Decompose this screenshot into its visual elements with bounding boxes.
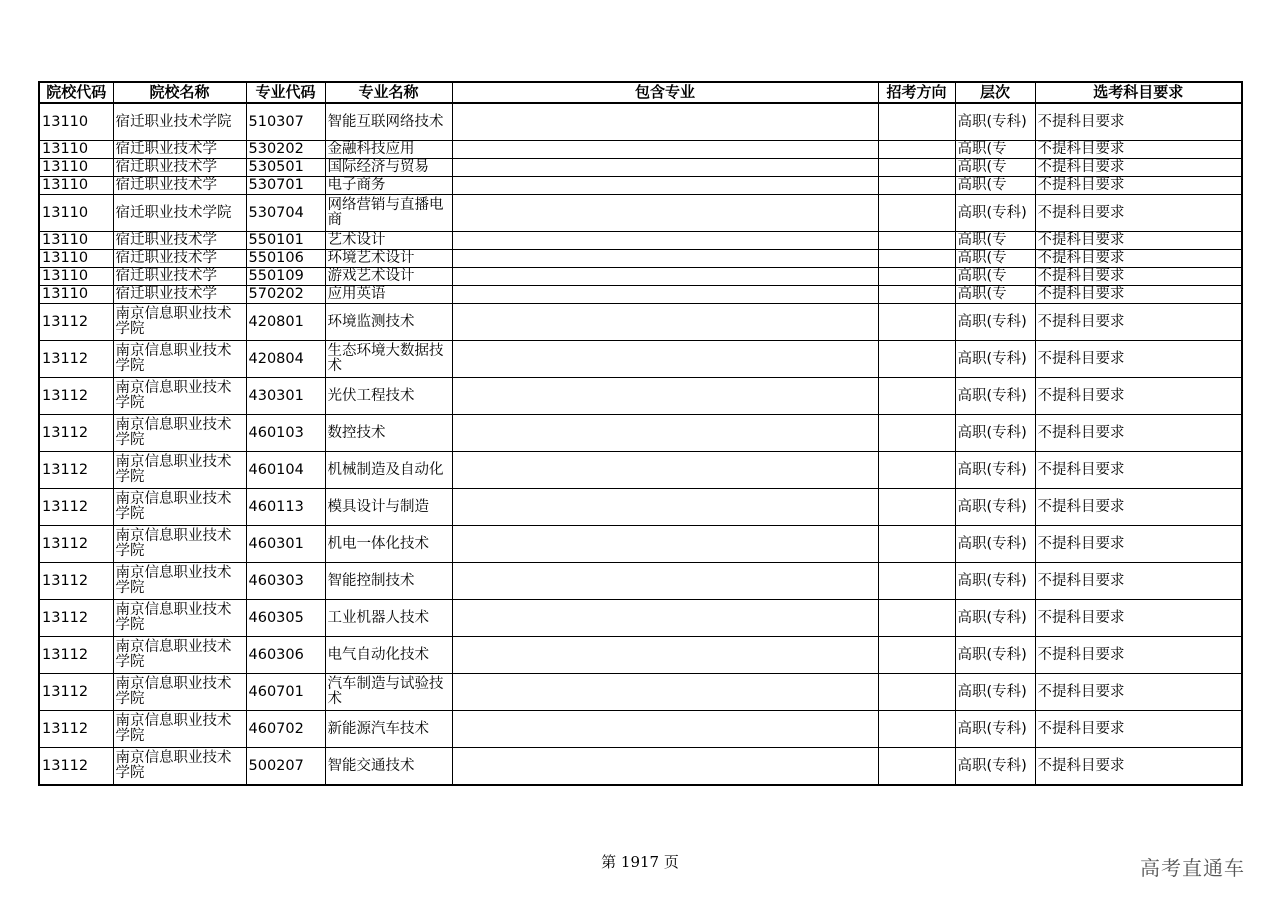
cell-direction [878,141,955,159]
cell-level: 高职(专 [955,286,1035,304]
cell-direction [878,711,955,748]
table-row [39,195,1242,232]
cell-direction [878,286,955,304]
cell-subject-requirement: 不提科目要求 [1035,452,1242,489]
table-row [39,103,1242,141]
table-row [39,286,1242,304]
cell-school-code: 13112 [39,674,113,711]
cell-school-code: 13112 [39,489,113,526]
cell-included-majors [452,268,878,286]
cell-major-name: 智能控制技术 [325,563,452,600]
header-school-code: 院校代码 [39,82,113,103]
cell-subject-requirement: 不提科目要求 [1035,378,1242,415]
table-row [39,637,1242,674]
cell-level: 高职(专科) [955,489,1035,526]
cell-major-code: 460301 [246,526,325,563]
cell-subject-requirement: 不提科目要求 [1035,526,1242,563]
cell-major-name: 环境监测技术 [325,304,452,341]
cell-school-code: 13112 [39,637,113,674]
cell-school-code: 13110 [39,268,113,286]
cell-level: 高职(专科) [955,711,1035,748]
cell-major-code: 510307 [246,103,325,141]
cell-level: 高职(专 [955,177,1035,195]
cell-school-code: 13110 [39,159,113,177]
cell-included-majors [452,141,878,159]
cell-major-code: 550101 [246,232,325,250]
cell-level: 高职(专科) [955,415,1035,452]
cell-school-code: 13110 [39,195,113,232]
table-row [39,304,1242,341]
cell-school-name: 南京信息职业技术学院 [113,489,246,526]
cell-direction [878,637,955,674]
cell-school-name: 南京信息职业技术学院 [113,711,246,748]
cell-school-code: 13112 [39,526,113,563]
header-major-name: 专业名称 [325,82,452,103]
cell-school-name: 宿迁职业技术学 [113,250,246,268]
cell-major-name: 智能交通技术 [325,748,452,786]
cell-subject-requirement: 不提科目要求 [1035,250,1242,268]
cell-major-code: 500207 [246,748,325,786]
cell-school-code: 13112 [39,563,113,600]
cell-major-code: 570202 [246,286,325,304]
cell-included-majors [452,159,878,177]
cell-subject-requirement: 不提科目要求 [1035,489,1242,526]
cell-direction [878,600,955,637]
cell-subject-requirement: 不提科目要求 [1035,415,1242,452]
cell-major-name: 机械制造及自动化 [325,452,452,489]
cell-subject-requirement: 不提科目要求 [1035,637,1242,674]
cell-level: 高职(专 [955,268,1035,286]
cell-included-majors [452,748,878,786]
cell-included-majors [452,250,878,268]
cell-level: 高职(专 [955,232,1035,250]
cell-direction [878,177,955,195]
cell-school-name: 南京信息职业技术学院 [113,526,246,563]
cell-major-name: 新能源汽车技术 [325,711,452,748]
cell-included-majors [452,378,878,415]
cell-direction [878,748,955,786]
cell-major-name: 艺术设计 [325,232,452,250]
cell-included-majors [452,674,878,711]
cell-major-code: 460303 [246,563,325,600]
cell-major-code: 460702 [246,711,325,748]
cell-school-code: 13110 [39,250,113,268]
cell-included-majors [452,304,878,341]
cell-level: 高职(专科) [955,600,1035,637]
cell-direction [878,415,955,452]
cell-school-name: 南京信息职业技术学院 [113,415,246,452]
cell-level: 高职(专科) [955,637,1035,674]
cell-school-name: 南京信息职业技术学院 [113,341,246,378]
cell-school-name: 宿迁职业技术学 [113,286,246,304]
header-major-code: 专业代码 [246,82,325,103]
cell-level: 高职(专 [955,250,1035,268]
cell-included-majors [452,489,878,526]
cell-included-majors [452,600,878,637]
cell-major-code: 530202 [246,141,325,159]
table-row [39,268,1242,286]
cell-subject-requirement: 不提科目要求 [1035,304,1242,341]
cell-school-code: 13110 [39,103,113,141]
header-subject-requirement: 选考科目要求 [1035,82,1242,103]
cell-major-code: 460113 [246,489,325,526]
cell-school-code: 13110 [39,232,113,250]
cell-subject-requirement: 不提科目要求 [1035,195,1242,232]
cell-subject-requirement: 不提科目要求 [1035,268,1242,286]
cell-major-name: 游戏艺术设计 [325,268,452,286]
table-body [39,103,1242,785]
cell-subject-requirement: 不提科目要求 [1035,177,1242,195]
cell-school-code: 13112 [39,600,113,637]
table-row [39,563,1242,600]
cell-major-code: 530501 [246,159,325,177]
cell-major-code: 550109 [246,268,325,286]
admissions-table [38,81,1243,786]
header-level: 层次 [955,82,1035,103]
cell-major-name: 工业机器人技术 [325,600,452,637]
table-row [39,415,1242,452]
cell-major-name: 生态环境大数据技术 [325,341,452,378]
cell-direction [878,341,955,378]
cell-subject-requirement: 不提科目要求 [1035,141,1242,159]
cell-major-name: 模具设计与制造 [325,489,452,526]
cell-major-code: 420804 [246,341,325,378]
cell-direction [878,378,955,415]
cell-school-name: 宿迁职业技术学院 [113,103,246,141]
cell-major-name: 机电一体化技术 [325,526,452,563]
table-row [39,489,1242,526]
cell-level: 高职(专科) [955,748,1035,786]
cell-included-majors [452,232,878,250]
table-row [39,177,1242,195]
cell-level: 高职(专科) [955,378,1035,415]
cell-major-code: 460305 [246,600,325,637]
page-number: 第 1917 页 [601,853,679,871]
cell-school-code: 13112 [39,341,113,378]
cell-direction [878,195,955,232]
cell-school-code: 13112 [39,748,113,786]
cell-direction [878,159,955,177]
cell-major-name: 光伏工程技术 [325,378,452,415]
header-row [39,82,1242,103]
cell-school-code: 13112 [39,711,113,748]
header-school-name: 院校名称 [113,82,246,103]
cell-major-name: 环境艺术设计 [325,250,452,268]
cell-subject-requirement: 不提科目要求 [1035,563,1242,600]
cell-subject-requirement: 不提科目要求 [1035,341,1242,378]
table-row [39,378,1242,415]
cell-level: 高职(专 [955,141,1035,159]
header-direction: 招考方向 [878,82,955,103]
cell-major-code: 460701 [246,674,325,711]
cell-level: 高职(专科) [955,674,1035,711]
cell-school-code: 13112 [39,304,113,341]
cell-subject-requirement: 不提科目要求 [1035,600,1242,637]
cell-school-name: 南京信息职业技术学院 [113,674,246,711]
cell-school-name: 南京信息职业技术学院 [113,304,246,341]
table-row [39,674,1242,711]
cell-school-code: 13110 [39,141,113,159]
cell-school-code: 13112 [39,415,113,452]
cell-included-majors [452,195,878,232]
cell-level: 高职(专科) [955,526,1035,563]
cell-level: 高职(专科) [955,103,1035,141]
cell-school-name: 南京信息职业技术学院 [113,563,246,600]
cell-level: 高职(专科) [955,341,1035,378]
cell-school-name: 宿迁职业技术学院 [113,195,246,232]
table-row [39,141,1242,159]
cell-direction [878,452,955,489]
cell-school-name: 宿迁职业技术学 [113,141,246,159]
cell-major-name: 电气自动化技术 [325,637,452,674]
table-row [39,232,1242,250]
cell-school-name: 宿迁职业技术学 [113,177,246,195]
cell-direction [878,563,955,600]
table-row [39,159,1242,177]
table-row [39,748,1242,786]
table-row [39,526,1242,563]
cell-major-code: 420801 [246,304,325,341]
cell-major-name: 汽车制造与试验技术 [325,674,452,711]
cell-school-name: 南京信息职业技术学院 [113,378,246,415]
table-row [39,250,1242,268]
cell-subject-requirement: 不提科目要求 [1035,674,1242,711]
watermark-logo: 高考直通车 [1140,856,1245,880]
cell-major-name: 应用英语 [325,286,452,304]
cell-included-majors [452,341,878,378]
table-row [39,711,1242,748]
cell-subject-requirement: 不提科目要求 [1035,748,1242,786]
table-row [39,452,1242,489]
cell-included-majors [452,563,878,600]
cell-subject-requirement: 不提科目要求 [1035,103,1242,141]
cell-direction [878,103,955,141]
cell-included-majors [452,452,878,489]
cell-direction [878,268,955,286]
cell-major-name: 国际经济与贸易 [325,159,452,177]
cell-included-majors [452,711,878,748]
cell-included-majors [452,637,878,674]
cell-major-code: 530701 [246,177,325,195]
cell-major-name: 智能互联网络技术 [325,103,452,141]
cell-school-name: 南京信息职业技术学院 [113,637,246,674]
cell-level: 高职(专科) [955,452,1035,489]
cell-major-name: 金融科技应用 [325,141,452,159]
cell-direction [878,526,955,563]
cell-school-code: 13112 [39,452,113,489]
cell-included-majors [452,415,878,452]
cell-school-name: 南京信息职业技术学院 [113,452,246,489]
cell-major-code: 460104 [246,452,325,489]
cell-school-name: 宿迁职业技术学 [113,159,246,177]
cell-school-name: 宿迁职业技术学 [113,268,246,286]
cell-direction [878,250,955,268]
cell-level: 高职(专 [955,159,1035,177]
cell-major-code: 460306 [246,637,325,674]
cell-major-name: 数控技术 [325,415,452,452]
cell-subject-requirement: 不提科目要求 [1035,711,1242,748]
cell-level: 高职(专科) [955,563,1035,600]
cell-school-name: 南京信息职业技术学院 [113,600,246,637]
cell-included-majors [452,286,878,304]
cell-direction [878,489,955,526]
cell-level: 高职(专科) [955,195,1035,232]
cell-school-code: 13110 [39,177,113,195]
cell-level: 高职(专科) [955,304,1035,341]
cell-school-code: 13112 [39,378,113,415]
cell-major-code: 430301 [246,378,325,415]
cell-school-name: 宿迁职业技术学 [113,232,246,250]
cell-subject-requirement: 不提科目要求 [1035,286,1242,304]
table-row [39,341,1242,378]
cell-major-code: 460103 [246,415,325,452]
header-included-majors: 包含专业 [452,82,878,103]
cell-direction [878,674,955,711]
cell-school-name: 南京信息职业技术学院 [113,748,246,786]
cell-major-name: 网络营销与直播电商 [325,195,452,232]
cell-direction [878,304,955,341]
cell-included-majors [452,103,878,141]
cell-included-majors [452,177,878,195]
cell-school-code: 13110 [39,286,113,304]
cell-subject-requirement: 不提科目要求 [1035,159,1242,177]
cell-subject-requirement: 不提科目要求 [1035,232,1242,250]
table-row [39,600,1242,637]
cell-major-code: 550106 [246,250,325,268]
cell-major-code: 530704 [246,195,325,232]
cell-included-majors [452,526,878,563]
cell-direction [878,232,955,250]
cell-major-name: 电子商务 [325,177,452,195]
